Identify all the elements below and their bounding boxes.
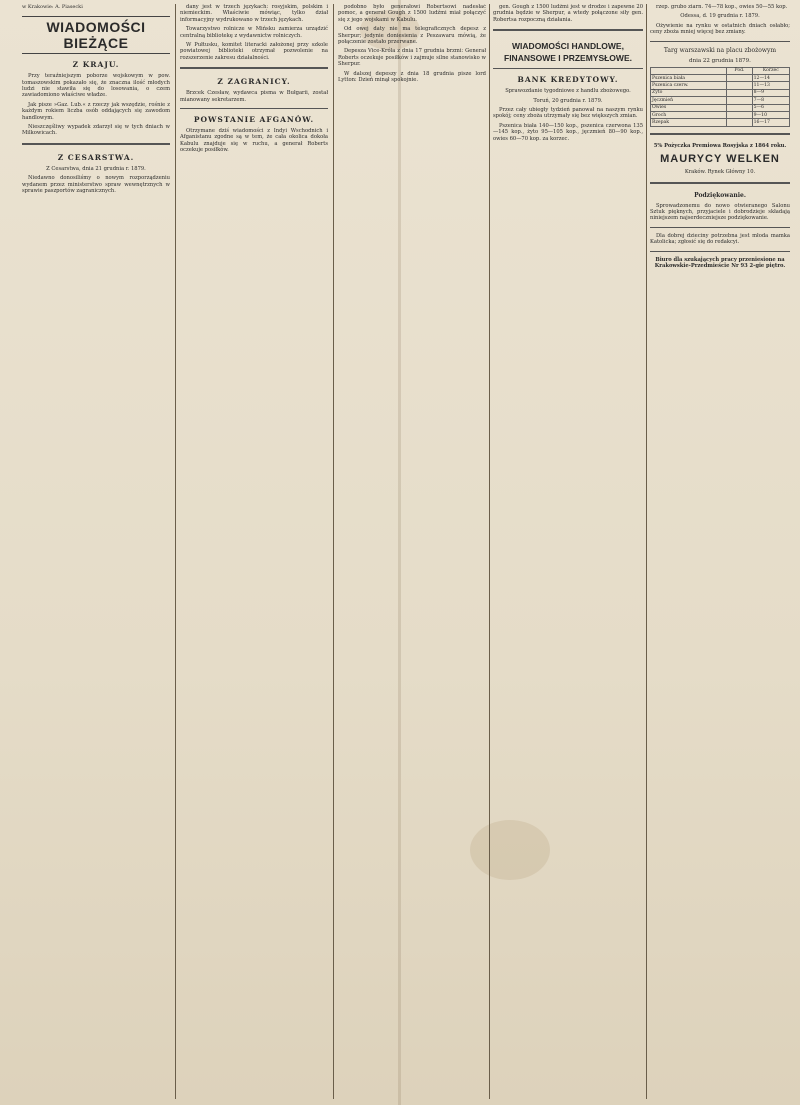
market-cell: 16—17	[752, 119, 789, 126]
market-cell: Rzepak	[651, 119, 727, 126]
article-paragraph: W dalszej depeszy z dnia 18 grudnia pisze lord Lytton: Dzień minął spokojnie.	[338, 70, 486, 84]
column-4	[493, 4, 643, 1099]
market-cell: 5—6	[752, 104, 789, 111]
market-row	[651, 119, 790, 126]
divider	[650, 41, 790, 42]
market-row	[651, 97, 790, 104]
article-paragraph: Nieszczęśliwy wypadek zdarzył się w tych dniach w Milkowicach.	[22, 124, 170, 137]
section-heading-cesarstwo: Z CESARSTWA.	[57, 152, 135, 162]
market-subtitle: dnia 22 grudnia 1879.	[689, 57, 751, 64]
market-cell	[727, 104, 752, 111]
section-heading-zagranicy: Z ZAGRANICY.	[217, 77, 291, 87]
advertiser-address: Kraków. Rynek Główny 10.	[684, 169, 756, 176]
market-row	[651, 104, 790, 111]
lottery-heading: 5% Pożyczka Premiowa Rosyjska z 1864 roku.	[653, 142, 787, 149]
market-table	[650, 67, 790, 127]
bank-subheading: Sprawozdanie tygodniowe z handlu zbożowego.	[505, 88, 631, 95]
market-cell: 12—14	[752, 75, 789, 82]
column-rule	[175, 4, 176, 1099]
market-cell	[727, 82, 752, 89]
commerce-masthead: WIADOMOŚCI HANDLOWE,	[512, 41, 624, 52]
market-header: Korzec	[752, 67, 789, 74]
market-cell: Pszenica biała	[651, 75, 727, 82]
article-paragraph: Depesza Vice-Króla z dnia 17 grudnia brzmi: Generał Roberts oczekuje posiłków i zajmuje silne stanowisko w Sherpur.	[338, 48, 486, 68]
market-header: Pod.	[727, 67, 752, 74]
market-cell	[727, 119, 752, 126]
market-cell: 8—9	[752, 89, 789, 96]
article-paragraph: podobno było generałowi Robertsowi nadesłać pomoc, a generał Gough z 1500 ludźmi miał połączyć się z jego wojskami w Kabulu.	[338, 4, 486, 23]
section-heading-powstanie: POWSTANIE AFGANÓW.	[193, 115, 315, 125]
market-cell: 7—8	[752, 97, 789, 104]
notice-text: Sprowadzonemu do nowo otwieranego Salonu Sztuk pięknych, przyjaciele i dobrodzieje składają niniejszem najserdeczniejsze podziękowanie.	[650, 202, 790, 222]
column-1	[22, 4, 170, 1099]
divider	[493, 29, 643, 33]
bottom-ad: Biuro dla szukających pracy przeniesione na Krakowskie-Przedmieście Nr 93 2-gie piętro.	[654, 256, 786, 269]
divider	[180, 67, 328, 71]
commerce-masthead-line2: FINANSOWE I PRZEMYSŁOWE.	[504, 53, 632, 64]
market-cell: Żyto	[651, 89, 727, 96]
market-cell	[727, 75, 752, 82]
dateline: Z Cesarstwa, dnia 21 grudnia r. 1879.	[46, 165, 146, 172]
market-cell	[727, 89, 752, 96]
market-row	[651, 82, 790, 89]
divider	[180, 108, 328, 109]
column-2	[180, 4, 328, 1099]
article-paragraph: Przez cały ubiegły tydzień panował na naszym rynku spokój; ceny zboża utrzymały się bez większych zmian.	[493, 107, 643, 120]
divider	[22, 143, 170, 147]
market-cell: Owies	[651, 104, 727, 111]
article-paragraph: Od owej daty nie ma telegraficznych depesz z Sherpur; jedynie doniesienia z Peszawaru mówią, że połączenie zostało przerwane.	[338, 26, 486, 46]
news-item: Brzcek Czesław, wydawca pisma w Bułgarii, został mianowany sekretarzem.	[180, 90, 328, 103]
market-row	[651, 89, 790, 96]
article-paragraph: gen. Gough z 1500 ludźmi jest w drodze i zapewne 20 grudnia będzie w Sherpur, a wtedy połączone siły gen. Robertsa rozpoczną działania.	[493, 4, 643, 23]
market-cell: Jęczmień	[651, 97, 727, 104]
article-paragraph: Otrzymane dziś wiadomości z Indyi Wschodnich i Afganistanu zgodne są w tem, że cała okolica dokoła Kabulu znajduje się w ruchu, a generał Roberts oczekuje posiłków.	[180, 128, 328, 154]
divider	[650, 227, 790, 228]
article-paragraph: Przy teraźniejszym poborze wojskowym w pow. tomaszowskim pokazało się, że znaczna ilość młodych ludzi nie stawiła się do losowania, o czem zawiadomiono właściwe władze.	[22, 73, 170, 99]
market-cell	[727, 111, 752, 118]
advertiser-name: MAURYCY WELKEN	[660, 153, 780, 166]
article-paragraph: Niedawno donosiliśmy o nowym rozporządzeniu wydanem przez ministerstwo spraw wewnętrznych w sprawie paszportów zagranicznych.	[22, 175, 170, 195]
notice-heading: Podziękowanie.	[694, 191, 746, 199]
price-line: rzep. grubo ziarn. 74—78 kop., owies 50—55 kop.	[656, 4, 788, 10]
market-row	[651, 111, 790, 118]
article-paragraph: Pszenica biała 140—150 kop., pszenica czerwona 135—145 kop., żyto 95—105 kop., jęczmień 80—90 kop., owies 60—70 kop. za korzec.	[493, 122, 643, 142]
market-cell: Groch	[651, 111, 727, 118]
bank-dateline: Toruń, 20 grudnia r. 1879.	[533, 97, 603, 104]
address-note: w Krakowie: A. Piasecki	[22, 4, 83, 10]
divider	[650, 182, 790, 186]
market-title: Targ warszawski na placu zbożowym	[663, 46, 777, 54]
column-3	[338, 4, 486, 1099]
news-item: W Pułtusku, komitet literacki założonej przy szkole powiatowej biblioteki otrzymał pozwolenie na rozszerzenie zakresu działalności.	[180, 42, 328, 61]
market-row	[651, 75, 790, 82]
divider	[650, 133, 790, 137]
column-rule	[646, 4, 647, 1099]
bank-heading: BANK KREDYTOWY.	[517, 75, 619, 85]
market-cell: 11—13	[752, 82, 789, 89]
column-rule	[489, 4, 490, 1099]
section-masthead: WIADOMOŚCI BIEŻĄCE	[22, 16, 170, 54]
market-header	[651, 67, 727, 74]
article-paragraph: dany jest w trzech językach: rosyjskim, polskim i niemieckim. Właściwie mówiąc, tylko dział informacyjny wydrukowano w trzech językach.	[180, 4, 328, 23]
section-heading-kraj: Z KRAJU.	[72, 60, 120, 70]
column-rule	[333, 4, 334, 1099]
odessa-heading: Odessa, d. 19 grudnia r. 1879.	[680, 13, 760, 20]
market-cell	[727, 97, 752, 104]
article-paragraph: Ożywienie na rynku w ostatnich dniach osłabło; ceny zboża mniej więcej bez zmiany.	[650, 22, 790, 36]
divider	[493, 68, 643, 69]
notice-text: Dla dobrej dzieciny potrzebna jest młoda mamka Katolicka; zgłosić się do redakcyi.	[650, 232, 790, 246]
market-cell: Pszenica czerw.	[651, 82, 727, 89]
market-header-row	[651, 67, 790, 74]
article-paragraph: Jak pisze »Gaz. Lub.« z rzeczy jak wszędzie, rośnie z każdym rokiem liczba osób oddających się zawodom handlowym.	[22, 101, 170, 121]
divider	[650, 251, 790, 252]
news-item: Towarzystwo rolnicze w Mińsku zamierza urządzić centralną bibliotekę z wydawnictw rolniczych.	[180, 26, 328, 39]
column-5	[650, 4, 790, 1099]
market-cell: 9—10	[752, 111, 789, 118]
